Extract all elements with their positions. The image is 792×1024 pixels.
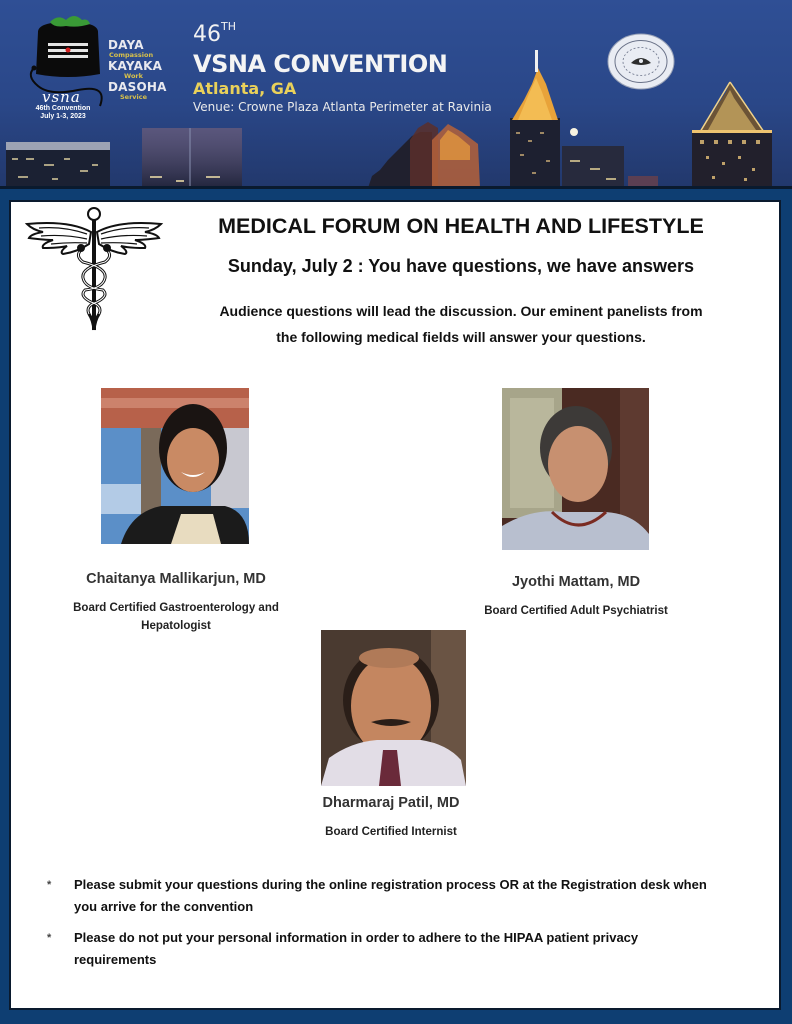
logo-value-word: DAYA — [108, 38, 144, 52]
note-item — [47, 874, 767, 918]
frame-top-band — [0, 186, 792, 200]
note-text-line: requirements — [74, 952, 157, 967]
convention-city: Atlanta, GA — [193, 79, 297, 98]
convention-ordinal — [193, 22, 236, 47]
logo-value-word: DASOHA — [108, 80, 167, 94]
logo-dates: July 1-3, 2023 — [40, 113, 86, 120]
panelist-name: Jyothi Mattam, MD — [511, 574, 641, 590]
panelist-role-line: Board Certified Adult Psychiatrist — [484, 605, 668, 617]
panelist-role — [451, 602, 701, 620]
panelist-name: Dharmaraj Patil, MD — [322, 795, 460, 811]
caduceus-icon — [19, 206, 169, 334]
logo-edition-dates — [28, 105, 98, 121]
frame-bottom-band — [0, 1010, 792, 1024]
convention-venue: Venue: Crowne Plaza Atlanta Perimeter at Ravinia — [193, 100, 492, 114]
forum-subtitle: Sunday, July 2 : You have questions, we have answers — [227, 256, 695, 276]
note-text-line: Please submit your questions during the online registration process OR at the Registration desk when — [74, 877, 707, 892]
organization-seal-icon — [607, 33, 675, 90]
logo-value-meaning: Work — [124, 72, 143, 80]
panelist-photo — [502, 388, 649, 550]
bullet-asterisk-icon: * — [47, 879, 52, 891]
panelist-photo — [101, 388, 249, 544]
panelist-role-line: Board Certified Internist — [325, 826, 457, 838]
note-item — [47, 927, 767, 971]
forum-intro — [171, 298, 751, 350]
panelist-photo — [321, 630, 466, 786]
ordinal-suffix: TH — [221, 20, 236, 33]
submission-notes — [47, 874, 767, 980]
logo-value-word: KAYAKA — [108, 59, 163, 73]
convention-title: VSNA CONVENTION — [193, 50, 448, 78]
panelist-name: Chaitanya Mallikarjun, MD — [86, 571, 266, 587]
convention-banner — [0, 0, 792, 188]
forum-intro-line: the following medical fields will answer your questions. — [276, 329, 646, 345]
logo-value-meaning: Service — [120, 93, 148, 101]
forum-intro-line: Audience questions will lead the discussion. Our eminent panelists from — [219, 303, 703, 319]
panelist-role-line: Board Certified Gastroenterology and — [73, 602, 279, 614]
bullet-asterisk-icon: * — [47, 932, 52, 944]
note-text-line: you arrive for the convention — [74, 899, 254, 914]
panelist-role — [266, 823, 516, 841]
note-text-line: Please do not put your personal information in order to adhere to the HIPAA patient privacy — [74, 930, 639, 945]
logo-org-name: vsna — [42, 88, 81, 106]
vsna-convention-logo — [8, 10, 167, 120]
logo-edition: 46th Convention — [35, 105, 91, 112]
logo-value-meaning: Compassion — [109, 51, 154, 59]
forum-content-panel — [9, 200, 781, 1010]
ordinal-number: 46 — [193, 22, 221, 47]
forum-title: MEDICAL FORUM ON HEALTH AND LIFESTYLE — [218, 214, 704, 238]
panelist-role-line: Hepatologist — [141, 620, 211, 632]
panelist-role — [51, 599, 301, 635]
